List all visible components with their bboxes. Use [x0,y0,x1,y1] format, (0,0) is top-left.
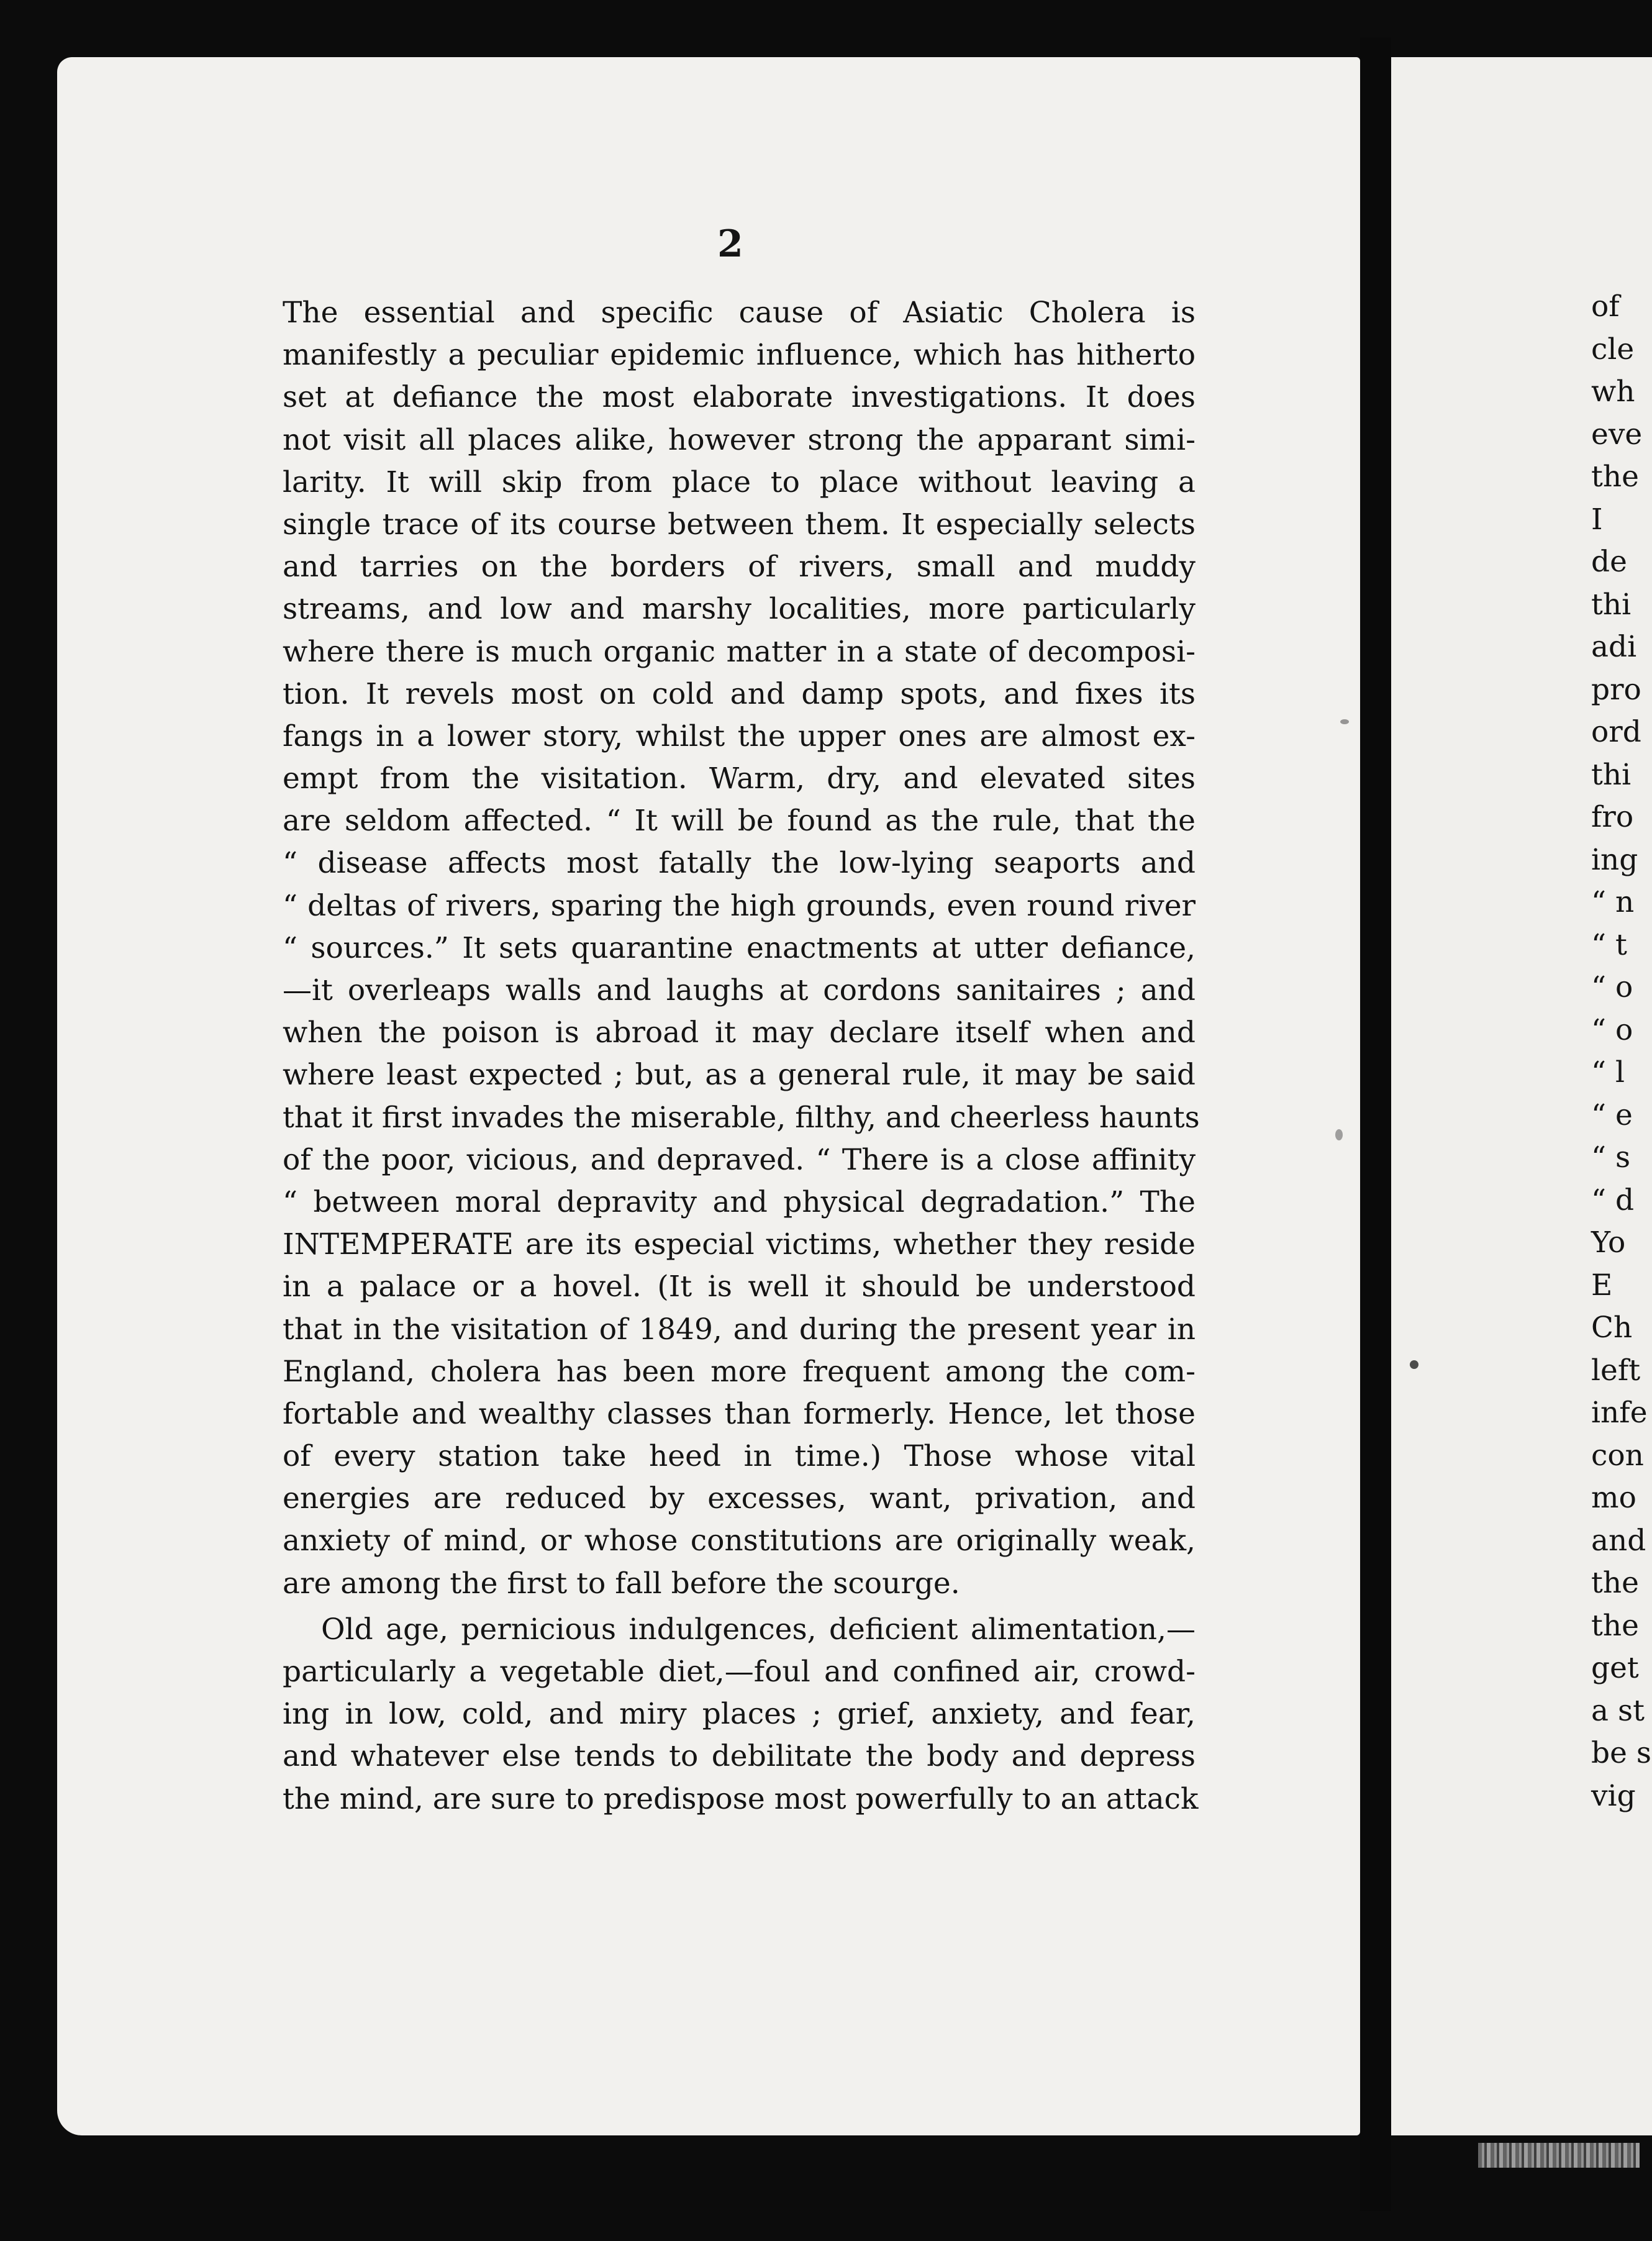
text-fragment: fro [1591,800,1634,834]
text-fragment: wh [1591,375,1635,409]
text-line: ing in low, cold, and miry places ; grief, anxiety, and fear, [283,1697,1196,1732]
text-line: that in the visitation of 1849, and during the present year in [283,1312,1196,1347]
text-line: “ sources.” It sets quarantine enactments at utter defiance, [283,930,1196,965]
text-line: of the poor, vicious, and depraved. “ There is a close affinity [283,1142,1196,1177]
body-text [283,292,1200,1821]
text-fragment: vig [1591,1778,1636,1813]
text-line: particularly a vegetable diet,—foul and confined air, crowd- [283,1655,1196,1689]
text-line: are among the first to fall before the scourge. [283,1566,960,1601]
text-fragment: left [1591,1353,1641,1388]
ink-speck [1335,1129,1343,1140]
right-page-text [1591,286,1651,1817]
text-fragment: the [1591,1608,1639,1643]
text-fragment: infe [1591,1396,1648,1430]
text-fragment: eve [1591,417,1643,452]
text-line: when the poison is abroad it may declare itself when and [283,1016,1196,1050]
text-line: England, cholera has been more frequent among the com- [283,1354,1196,1389]
text-line: “ deltas of rivers, sparing the high grounds, even round river [283,888,1196,923]
text-line: tion. It revels most on cold and damp spots, and fixes its [283,676,1196,711]
text-line: —it overleaps walls and laughs at cordons sanitaires ; and [283,973,1196,1007]
text-fragment: “ o [1591,970,1633,1004]
text-line: streams, and low and marshy localities, more particularly [283,592,1196,627]
page-gutter [1360,37,1391,2211]
text-line: empt from the visitation. Warm, dry, and elevated sites [283,761,1196,796]
text-fragment: thi [1591,757,1632,792]
text-line: and whatever else tends to debilitate the body and depress [283,1739,1196,1774]
text-line: “ disease affects most fatally the low-lying seaports and [283,846,1196,881]
paragraph-1 [283,292,1200,1605]
text-line: energies are reduced by excesses, want, privation, and [283,1481,1196,1516]
text-fragment: be s [1591,1736,1651,1770]
scan-edge-strip [1478,2143,1640,2168]
text-line: INTEMPERATE are its especial victims, whether they reside [283,1227,1196,1262]
text-fragment: pro [1591,672,1641,707]
text-fragment: “ d [1591,1183,1635,1217]
text-fragment: the [1591,460,1639,494]
text-line: where least expected ; but, as a general rule, it may be said [283,1058,1196,1093]
text-fragment: of [1591,289,1620,324]
text-line: anxiety of mind, or whose constitutions are originally weak, [283,1524,1196,1558]
ink-speck [1410,1360,1418,1369]
text-fragment: and [1591,1523,1646,1558]
text-fragment: “ l [1591,1055,1625,1089]
text-line: and tarries on the borders of rivers, small and muddy [283,550,1196,584]
text-fragment: adi [1591,630,1637,664]
ink-speck [1340,719,1349,724]
text-fragment: mo [1591,1481,1636,1515]
text-fragment: I [1591,502,1603,537]
text-line: Old age, pernicious indulgences, deficient alimentation,— [321,1612,1196,1647]
text-line: set at defiance the most elaborate investigations. It does [283,380,1196,415]
text-fragment: get [1591,1651,1639,1685]
text-fragment: Yo [1591,1225,1626,1260]
text-fragment: “ t [1591,927,1627,962]
text-line: are seldom affected. “ It will be found as the rule, that the [283,804,1196,839]
text-fragment: cle [1591,332,1635,366]
text-fragment: ord [1591,715,1641,749]
text-line: where there is much organic matter in a state of decomposi- [283,634,1196,669]
text-line: “ between moral depravity and physical degradation.” The [283,1184,1196,1219]
text-fragment: “ e [1591,1098,1633,1132]
text-line: fortable and wealthy classes than formerly. Hence, let those [283,1396,1196,1431]
text-fragment: “ s [1591,1140,1631,1175]
text-fragment: “ n [1591,885,1635,919]
text-line: in a palace or a hovel. (It is well it should be understood [283,1270,1196,1304]
paragraph-2 [283,1609,1199,1821]
text-line: The essential and specific cause of Asiatic Cholera is [283,296,1196,330]
text-fragment: con [1591,1438,1644,1473]
text-fragment: ing [1591,842,1638,877]
text-fragment: E [1591,1268,1613,1302]
text-fragment: “ o [1591,1012,1633,1047]
text-line: of every station take heed in time.) Those whose vital [283,1439,1196,1474]
text-line: not visit all places alike, however strong the apparant simi- [283,422,1196,457]
text-line: manifestly a peculiar epidemic influence, which has hitherto [283,338,1196,373]
page-number: 2 [717,222,743,266]
text-line: the mind, are sure to predispose most powerfully to an attack [283,1781,1199,1816]
text-fragment: a st [1591,1693,1645,1728]
text-fragment: the [1591,1566,1639,1600]
text-line: larity. It will skip from place to place without leaving a [283,465,1196,499]
text-line: fangs in a lower story, whilst the upper ones are almost ex- [283,719,1196,753]
text-line: single trace of its course between them. It especially selects [283,507,1196,542]
text-fragment: de [1591,545,1627,579]
text-line: that it first invades the miserable, filthy, and cheerless haunts [283,1100,1200,1135]
text-fragment: thi [1591,587,1632,622]
text-fragment: Ch [1591,1311,1633,1345]
